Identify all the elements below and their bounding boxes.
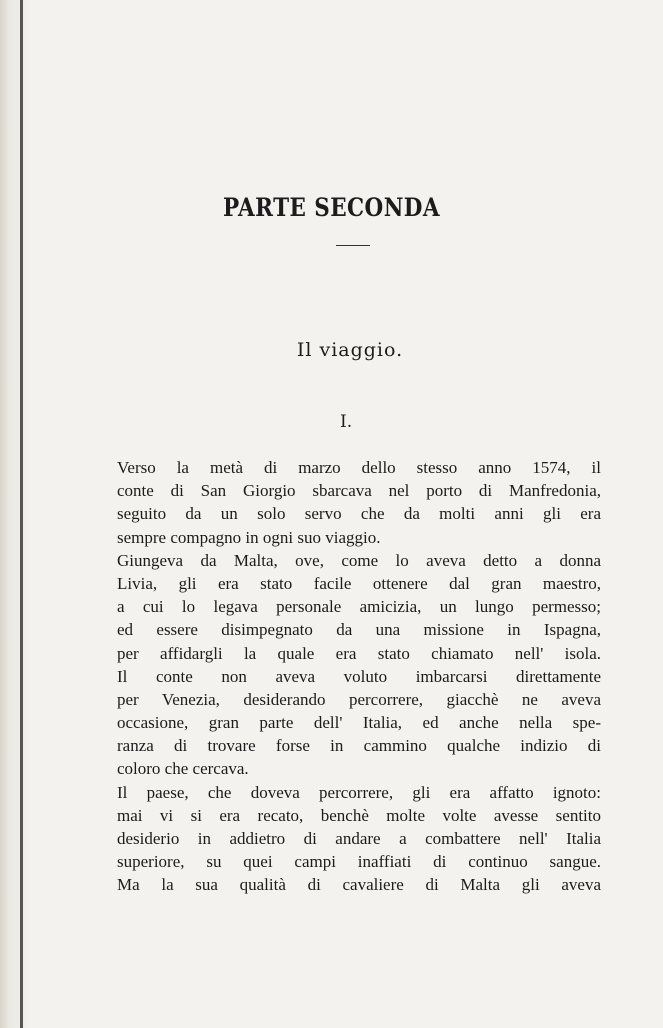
text-line: desiderio in addietro di andare a combattere nell' Italia — [117, 829, 601, 848]
text-line: per affidargli la quale era stato chiamato nell' isola. — [117, 643, 601, 663]
text-line: occasione, gran parte dell' Italia, ed anche nella spe- — [117, 713, 601, 733]
text-line: ed essere disimpegnato da una missione in Ispagna, — [117, 620, 601, 640]
part-title: PARTE SECONDA — [223, 193, 440, 222]
section-number: I. — [340, 412, 353, 432]
text-line: per Venezia, desiderando percorrere, giacchè ne aveva — [117, 689, 601, 709]
text-line: Ma la sua qualità di cavaliere di Malta gli aveva — [117, 875, 601, 895]
title-rule — [336, 245, 370, 246]
text-line: ranza di trovare forse in cammino qualche indizio di — [117, 736, 601, 756]
text-line: Il conte non aveva voluto imbarcarsi direttamente — [117, 666, 601, 686]
text-line: seguito da un solo servo che da molti anni gli era — [117, 504, 601, 524]
chapter-title: Il viaggio. — [296, 339, 404, 361]
text-line: Giungeva da Malta, ove, come lo aveva detto a donna — [117, 550, 601, 570]
text-line: superiore, su quei campi inaffiati di continuo sangue. — [117, 852, 601, 872]
text-line: a cui lo legava personale amicizia, un lungo permesso; — [117, 597, 601, 617]
body-text — [117, 456, 601, 897]
text-line: coloro che cercava. — [117, 759, 249, 779]
page-binding-line — [20, 0, 23, 1028]
text-line: mai vi si era recato, benchè molte volte avesse sentito — [117, 805, 601, 825]
text-line: Livia, gli era stato facile ottenere dal gran maestro, — [117, 573, 601, 593]
page-binding-shadow — [0, 0, 30, 1028]
text-line: Verso la metà di marzo dello stesso anno 1574, il — [117, 458, 601, 477]
text-line: conte di San Giorgio sbarcava nel porto di Manfredonia, — [117, 481, 601, 501]
text-line: Il paese, che doveva percorrere, gli era affatto ignoto: — [117, 782, 601, 802]
text-line: sempre compagno in ogni suo viaggio. — [117, 527, 381, 547]
